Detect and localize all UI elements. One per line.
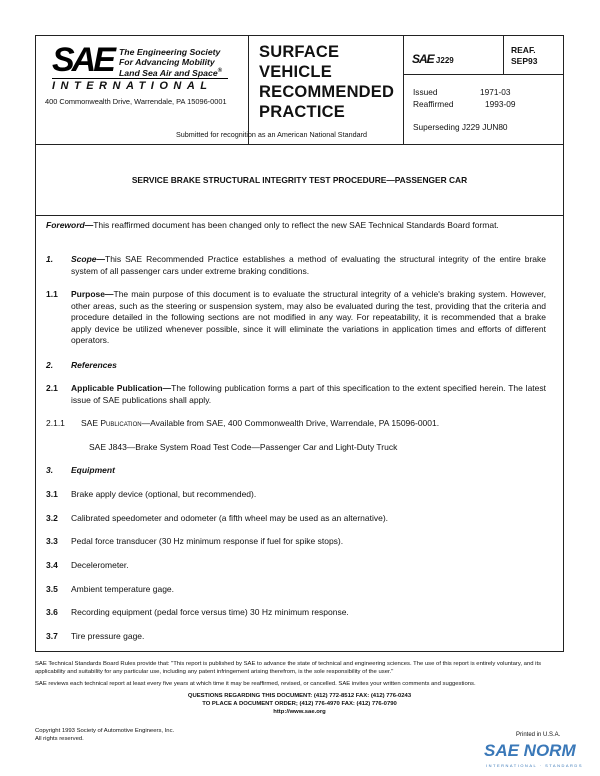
standards-rules: SAE Technical Standards Board Rules provide that: "This report is published by SAE to advance the state of technical and engineering sciences. The use of this report is entirely voluntary, and its applicability and suitability for any particular use, including any patent infringement arising therefrom, is the sole responsibility of the user." <box>35 661 542 675</box>
divider <box>36 215 563 216</box>
logo-mark: SAE <box>52 41 113 79</box>
doc-number: SAE J229 <box>412 52 454 66</box>
printed-in: Printed in U.S.A. <box>516 732 561 738</box>
sae-norm-watermark: SAE NORM <box>484 741 576 760</box>
document-title: SERVICE BRAKE STRUCTURAL INTEGRITY TEST PROCEDURE—PASSENGER CAR <box>131 175 468 185</box>
website-link[interactable]: http://www.sae.org <box>273 709 326 715</box>
questions-contact: QUESTIONS REGARDING THIS DOCUMENT: (412) 772-8512 FAX: (412) 776-0243 <box>187 693 412 699</box>
divider <box>503 36 504 74</box>
sae-logo <box>52 41 223 92</box>
header <box>36 36 563 145</box>
reaf-label: REAF. SEP93 <box>511 45 538 66</box>
order-contact: TO PLACE A DOCUMENT ORDER; (412) 776-4970 FAX: (412) 776-0790 <box>202 701 397 707</box>
doc-type: SURFACE VEHICLE RECOMMENDED PRACTICE <box>259 43 395 121</box>
divider <box>403 36 404 144</box>
footer <box>35 660 564 716</box>
copyright: Copyright 1993 Society of Automotive Engineers, Inc. All rights reserved. <box>35 728 175 742</box>
issue-dates: Issued 1971-03 Reaffirmed 1993-09 <box>413 87 516 109</box>
sae-norm-subtitle: INTERNATIONAL · STANDARDS <box>486 763 583 768</box>
logo-international: INTERNATIONAL <box>52 78 228 92</box>
logo-society: The Engineering Society For Advancing Mobility Land Sea Air and Space® <box>119 47 223 78</box>
review-note: SAE reviews each technical report at least every five years at which time it may be reaffirmed, revised, or cancelled. SAE invites your written comments and suggestions. <box>35 681 476 687</box>
submitted-note: Submitted for recognition as an American National Standard <box>176 130 367 139</box>
divider <box>403 74 563 75</box>
address: 400 Commonwealth Drive, Warrendale, PA 15096-0001 <box>45 97 227 106</box>
superseding: Superseding J229 JUN80 <box>413 122 508 132</box>
